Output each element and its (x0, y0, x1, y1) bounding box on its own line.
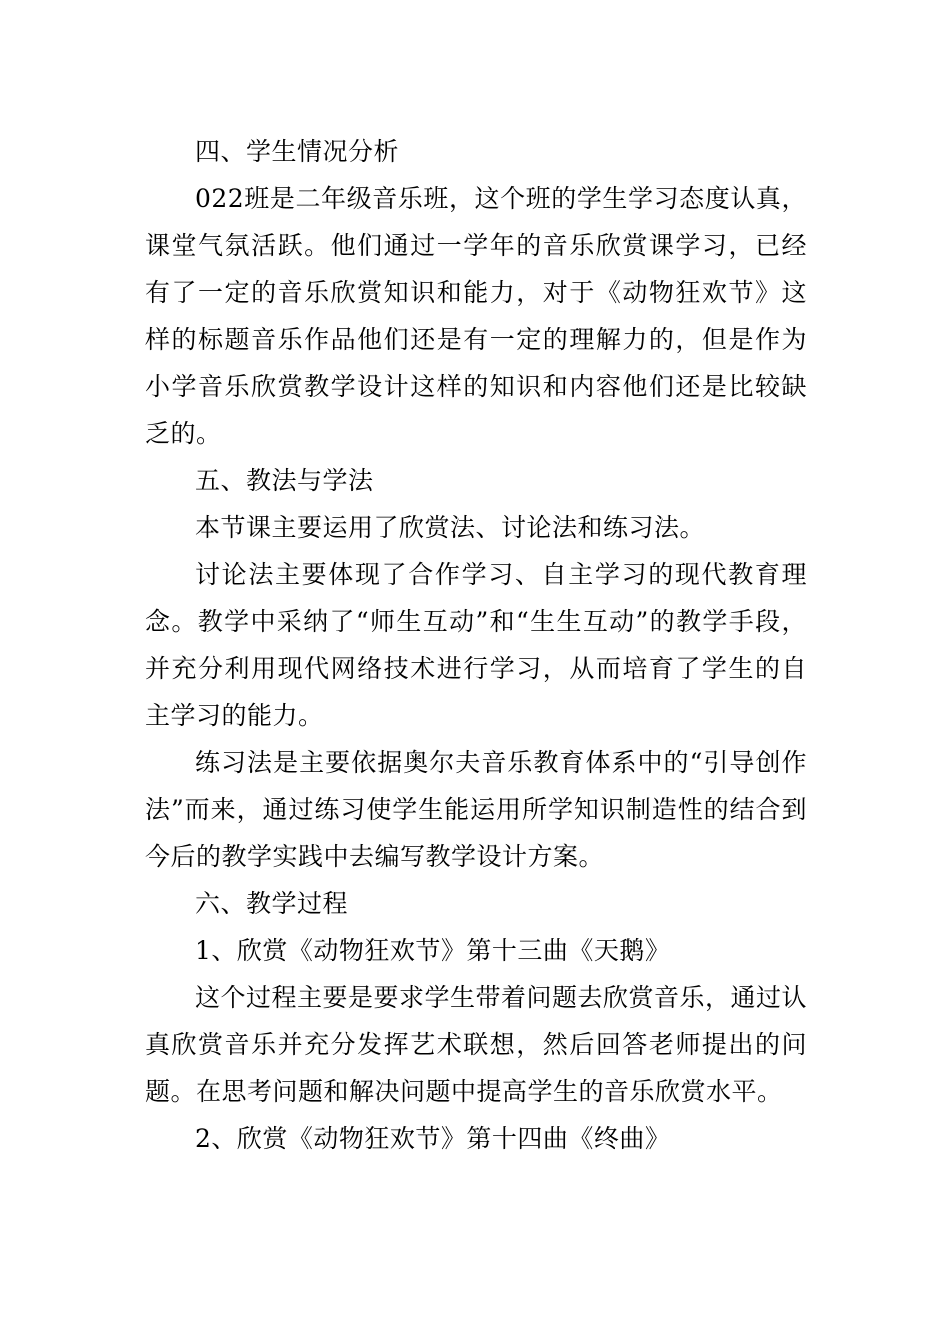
section-heading-student-analysis: 四、学生情况分析 (195, 137, 400, 166)
list-item-finale: 2、欣赏《动物狂欢节》第十四曲《终曲》 (195, 1124, 671, 1153)
paragraph-methods-overview: 本节课主要运用了欣赏法、讨论法和练习法。 (195, 513, 706, 542)
paragraph-student-analysis: 022班是二年级音乐班，这个班的学生学习态度认真，课堂气氛活跃。他们通过一学年的音乐欣赏课学习，已经有了一定的音乐欣赏知识和能力，对于《动物狂欢节》这样的标题音乐作品他们还是有一定的理解力的，但是作为小学音乐欣赏教学设计这样的知识和内容他们还是比较缺乏的。 (145, 184, 807, 448)
paragraph-swan-description: 这个过程主要是要求学生带着问题去欣赏音乐，通过认真欣赏音乐并充分发挥艺术联想，然后回答老师提出的问题。在思考问题和解决问题中提高学生的音乐欣赏水平。 (145, 983, 808, 1106)
section-heading-teaching-methods: 五、教法与学法 (195, 466, 374, 495)
document-page (145, 128, 807, 1162)
paragraph-practice-method: 练习法是主要依据奥尔夫音乐教育体系中的“引导创作法”而来，通过练习使学生能运用所学知识制造性的结合到今后的教学实践中去编写教学设计方案。 (145, 748, 807, 871)
list-item-swan: 1、欣赏《动物狂欢节》第十三曲《天鹅》 (195, 936, 671, 965)
section-heading-teaching-process: 六、教学过程 (195, 889, 349, 918)
paragraph-discussion-method: 讨论法主要体现了合作学习、自主学习的现代教育理念。教学中采纳了“师生互动”和“生生互动”的教学手段，并充分利用现代网络技术进行学习，从而培育了学生的自主学习的能力。 (145, 560, 807, 730)
